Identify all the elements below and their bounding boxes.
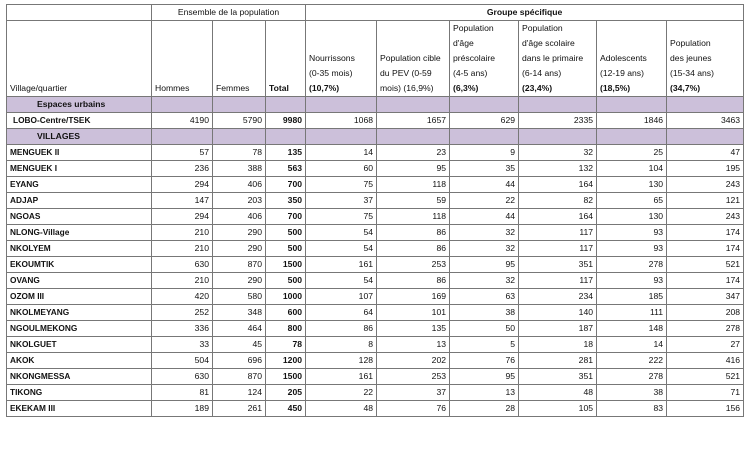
row-name-cell: NGOULMEKONG: [7, 321, 152, 337]
total-cell: 500: [266, 225, 306, 241]
population-table-container: [6, 4, 744, 417]
section-row-villages: [7, 129, 744, 145]
nourrissons-cell: 22: [306, 385, 377, 401]
scolaire-cell: 2335: [519, 113, 597, 129]
femmes-cell: 580: [213, 289, 266, 305]
adolescents-cell: 222: [597, 353, 667, 369]
femmes-cell: 124: [213, 385, 266, 401]
section-title-villages: VILLAGES: [7, 129, 152, 145]
adolescents-cell: 1846: [597, 113, 667, 129]
scolaire-cell: 132: [519, 161, 597, 177]
prescolaire-cell: 13: [450, 385, 519, 401]
pev-header: Population cible du PEV (0-59 mois) (16,9%): [377, 21, 450, 97]
pev-cell: 86: [377, 241, 450, 257]
hommes-cell: 33: [152, 337, 213, 353]
adolescents-header: Adolescents (12-19 ans) (18,5%): [597, 21, 667, 97]
prescolaire-cell: 63: [450, 289, 519, 305]
femmes-cell: 290: [213, 225, 266, 241]
total-cell: 700: [266, 177, 306, 193]
hommes-cell: 630: [152, 369, 213, 385]
pev-cell: 95: [377, 161, 450, 177]
nourrissons-cell: 54: [306, 225, 377, 241]
prescolaire-cell: 28: [450, 401, 519, 417]
table-row: [7, 385, 744, 401]
table-row: [7, 161, 744, 177]
scolaire-cell: 117: [519, 273, 597, 289]
pev-cell: 13: [377, 337, 450, 353]
jeunes-cell: 121: [667, 193, 744, 209]
pev-cell: 202: [377, 353, 450, 369]
group-population-header: Ensemble de la population: [152, 5, 306, 21]
table-row: [7, 177, 744, 193]
nourrissons-header: Nourrissons (0-35 mois) (10,7%): [306, 21, 377, 97]
nourrissons-cell: 75: [306, 209, 377, 225]
jeunes-header: Population des jeunes (15-34 ans) (34,7%): [667, 21, 744, 97]
nourrissons-cell: 1068: [306, 113, 377, 129]
nourrissons-cell: 128: [306, 353, 377, 369]
table-row: [7, 209, 744, 225]
nourrissons-cell: 8: [306, 337, 377, 353]
nourrissons-cell: 75: [306, 177, 377, 193]
jeunes-cell: 156: [667, 401, 744, 417]
section-empty-cell: [519, 129, 597, 145]
prescolaire-cell: 50: [450, 321, 519, 337]
total-cell: 600: [266, 305, 306, 321]
femmes-header: Femmes: [213, 21, 266, 97]
total-header: Total: [266, 21, 306, 97]
femmes-cell: 406: [213, 209, 266, 225]
jeunes-cell: 3463: [667, 113, 744, 129]
jeunes-cell: 521: [667, 257, 744, 273]
hommes-cell: 294: [152, 177, 213, 193]
row-name-cell: MENGUEK I: [7, 161, 152, 177]
total-cell: 450: [266, 401, 306, 417]
section-empty-cell: [306, 129, 377, 145]
hommes-header: Hommes: [152, 21, 213, 97]
prescolaire-cell: 35: [450, 161, 519, 177]
section-empty-cell: [213, 129, 266, 145]
adolescents-cell: 278: [597, 369, 667, 385]
row-name-cell: OVANG: [7, 273, 152, 289]
row-name-cell: MENGUEK II: [7, 145, 152, 161]
jeunes-cell: 174: [667, 273, 744, 289]
jeunes-cell: 416: [667, 353, 744, 369]
population-table: [6, 4, 744, 417]
prescolaire-cell: 76: [450, 353, 519, 369]
table-row: [7, 337, 744, 353]
pev-cell: 76: [377, 401, 450, 417]
prescolaire-cell: 32: [450, 241, 519, 257]
nourrissons-cell: 54: [306, 241, 377, 257]
scolaire-cell: 234: [519, 289, 597, 305]
hommes-cell: 81: [152, 385, 213, 401]
row-name-cell: EKEKAM III: [7, 401, 152, 417]
row-name-cell: TIKONG: [7, 385, 152, 401]
table-row: [7, 321, 744, 337]
row-name-cell: EKOUMTIK: [7, 257, 152, 273]
table-row: [7, 145, 744, 161]
pev-cell: 118: [377, 209, 450, 225]
row-name-cell: NKONGMESSA: [7, 369, 152, 385]
total-cell: 9980: [266, 113, 306, 129]
hommes-cell: 420: [152, 289, 213, 305]
jeunes-cell: 27: [667, 337, 744, 353]
row-name-cell: AKOK: [7, 353, 152, 369]
femmes-cell: 290: [213, 241, 266, 257]
scolaire-cell: 32: [519, 145, 597, 161]
adolescents-cell: 130: [597, 209, 667, 225]
jeunes-cell: 278: [667, 321, 744, 337]
nourrissons-cell: 161: [306, 369, 377, 385]
table-row: [7, 353, 744, 369]
hommes-cell: 336: [152, 321, 213, 337]
jeunes-cell: 195: [667, 161, 744, 177]
scolaire-cell: 48: [519, 385, 597, 401]
femmes-cell: 261: [213, 401, 266, 417]
femmes-cell: 78: [213, 145, 266, 161]
adolescents-cell: 148: [597, 321, 667, 337]
hommes-cell: 210: [152, 225, 213, 241]
scolaire-cell: 351: [519, 257, 597, 273]
table-row: [7, 369, 744, 385]
prescolaire-header: Population d'âge préscolaire (4-5 ans) (6,3%): [450, 21, 519, 97]
jeunes-cell: 208: [667, 305, 744, 321]
prescolaire-cell: 32: [450, 225, 519, 241]
table-row: [7, 241, 744, 257]
row-name-cell: NGOAS: [7, 209, 152, 225]
row-name-cell: NKOLYEM: [7, 241, 152, 257]
group-specific-header: Groupe spécifique: [306, 5, 744, 21]
nourrissons-cell: 54: [306, 273, 377, 289]
total-cell: 563: [266, 161, 306, 177]
pev-cell: 86: [377, 225, 450, 241]
adolescents-cell: 93: [597, 273, 667, 289]
adolescents-cell: 104: [597, 161, 667, 177]
table-row: [7, 113, 744, 129]
hommes-cell: 504: [152, 353, 213, 369]
scolaire-header: Population d'âge scolaire dans le primaire (6-14 ans) (23,4%): [519, 21, 597, 97]
adolescents-cell: 25: [597, 145, 667, 161]
scolaire-cell: 117: [519, 241, 597, 257]
total-cell: 135: [266, 145, 306, 161]
hommes-cell: 210: [152, 241, 213, 257]
table-row: [7, 305, 744, 321]
prescolaire-cell: 629: [450, 113, 519, 129]
jeunes-cell: 71: [667, 385, 744, 401]
femmes-cell: 696: [213, 353, 266, 369]
pev-cell: 1657: [377, 113, 450, 129]
femmes-cell: 406: [213, 177, 266, 193]
table-row: [7, 273, 744, 289]
total-cell: 700: [266, 209, 306, 225]
hommes-cell: 236: [152, 161, 213, 177]
scolaire-cell: 281: [519, 353, 597, 369]
total-cell: 78: [266, 337, 306, 353]
pev-cell: 253: [377, 369, 450, 385]
table-row: [7, 193, 744, 209]
jeunes-cell: 243: [667, 209, 744, 225]
hommes-cell: 57: [152, 145, 213, 161]
femmes-cell: 45: [213, 337, 266, 353]
femmes-cell: 388: [213, 161, 266, 177]
prescolaire-cell: 9: [450, 145, 519, 161]
section-empty-cell: [152, 129, 213, 145]
femmes-cell: 870: [213, 369, 266, 385]
scolaire-cell: 351: [519, 369, 597, 385]
pev-cell: 118: [377, 177, 450, 193]
adolescents-cell: 185: [597, 289, 667, 305]
section-row-urban: [7, 97, 744, 113]
pev-cell: 135: [377, 321, 450, 337]
adolescents-cell: 278: [597, 257, 667, 273]
jeunes-cell: 243: [667, 177, 744, 193]
adolescents-cell: 65: [597, 193, 667, 209]
adolescents-cell: 93: [597, 225, 667, 241]
group-header-row: [7, 5, 744, 21]
total-cell: 1200: [266, 353, 306, 369]
village-quartier-header: Village/quartier: [7, 21, 152, 97]
adolescents-cell: 111: [597, 305, 667, 321]
row-name-cell: NKOLGUET: [7, 337, 152, 353]
table-row: [7, 257, 744, 273]
femmes-cell: 290: [213, 273, 266, 289]
jeunes-cell: 47: [667, 145, 744, 161]
prescolaire-cell: 44: [450, 177, 519, 193]
prescolaire-cell: 32: [450, 273, 519, 289]
adolescents-cell: 130: [597, 177, 667, 193]
jeunes-cell: 174: [667, 225, 744, 241]
scolaire-cell: 117: [519, 225, 597, 241]
adolescents-cell: 38: [597, 385, 667, 401]
hommes-cell: 252: [152, 305, 213, 321]
scolaire-cell: 164: [519, 177, 597, 193]
prescolaire-cell: 22: [450, 193, 519, 209]
hommes-cell: 189: [152, 401, 213, 417]
row-name-cell: NLONG-Village: [7, 225, 152, 241]
nourrissons-cell: 60: [306, 161, 377, 177]
section-empty-cell: [667, 129, 744, 145]
pev-cell: 86: [377, 273, 450, 289]
scolaire-cell: 18: [519, 337, 597, 353]
nourrissons-cell: 86: [306, 321, 377, 337]
section-empty-cell: [450, 129, 519, 145]
nourrissons-cell: 161: [306, 257, 377, 273]
nourrissons-cell: 37: [306, 193, 377, 209]
column-header-row: [7, 21, 744, 97]
pev-cell: 23: [377, 145, 450, 161]
total-cell: 350: [266, 193, 306, 209]
total-cell: 500: [266, 241, 306, 257]
nourrissons-cell: 64: [306, 305, 377, 321]
total-cell: 1000: [266, 289, 306, 305]
pev-cell: 253: [377, 257, 450, 273]
femmes-cell: 348: [213, 305, 266, 321]
prescolaire-cell: 38: [450, 305, 519, 321]
total-cell: 500: [266, 273, 306, 289]
nourrissons-cell: 107: [306, 289, 377, 305]
adolescents-cell: 83: [597, 401, 667, 417]
prescolaire-cell: 95: [450, 369, 519, 385]
adolescents-cell: 14: [597, 337, 667, 353]
prescolaire-cell: 95: [450, 257, 519, 273]
femmes-cell: 5790: [213, 113, 266, 129]
table-row: [7, 289, 744, 305]
corner-cell: [7, 5, 152, 21]
table-body: [7, 97, 744, 417]
section-empty-cell: [266, 129, 306, 145]
hommes-cell: 4190: [152, 113, 213, 129]
table-row: [7, 225, 744, 241]
section-title-urban: Espaces urbains: [7, 97, 152, 113]
femmes-cell: 870: [213, 257, 266, 273]
table-row: [7, 401, 744, 417]
nourrissons-cell: 14: [306, 145, 377, 161]
row-name-cell: NKOLMEYANG: [7, 305, 152, 321]
prescolaire-cell: 44: [450, 209, 519, 225]
hommes-cell: 147: [152, 193, 213, 209]
jeunes-cell: 174: [667, 241, 744, 257]
row-name-cell: LOBO-Centre/TSEK: [7, 113, 152, 129]
scolaire-cell: 164: [519, 209, 597, 225]
scolaire-cell: 140: [519, 305, 597, 321]
row-name-cell: ADJAP: [7, 193, 152, 209]
nourrissons-cell: 48: [306, 401, 377, 417]
hommes-cell: 294: [152, 209, 213, 225]
total-cell: 800: [266, 321, 306, 337]
pev-cell: 59: [377, 193, 450, 209]
femmes-cell: 203: [213, 193, 266, 209]
section-empty-cell: [597, 129, 667, 145]
section-empty-cell: [377, 129, 450, 145]
prescolaire-cell: 5: [450, 337, 519, 353]
row-name-cell: OZOM III: [7, 289, 152, 305]
hommes-cell: 630: [152, 257, 213, 273]
total-cell: 205: [266, 385, 306, 401]
pev-cell: 101: [377, 305, 450, 321]
jeunes-cell: 347: [667, 289, 744, 305]
row-name-cell: EYANG: [7, 177, 152, 193]
pev-cell: 169: [377, 289, 450, 305]
hommes-cell: 210: [152, 273, 213, 289]
femmes-cell: 464: [213, 321, 266, 337]
adolescents-cell: 93: [597, 241, 667, 257]
scolaire-cell: 82: [519, 193, 597, 209]
pev-cell: 37: [377, 385, 450, 401]
total-cell: 1500: [266, 257, 306, 273]
jeunes-cell: 521: [667, 369, 744, 385]
total-cell: 1500: [266, 369, 306, 385]
scolaire-cell: 187: [519, 321, 597, 337]
scolaire-cell: 105: [519, 401, 597, 417]
